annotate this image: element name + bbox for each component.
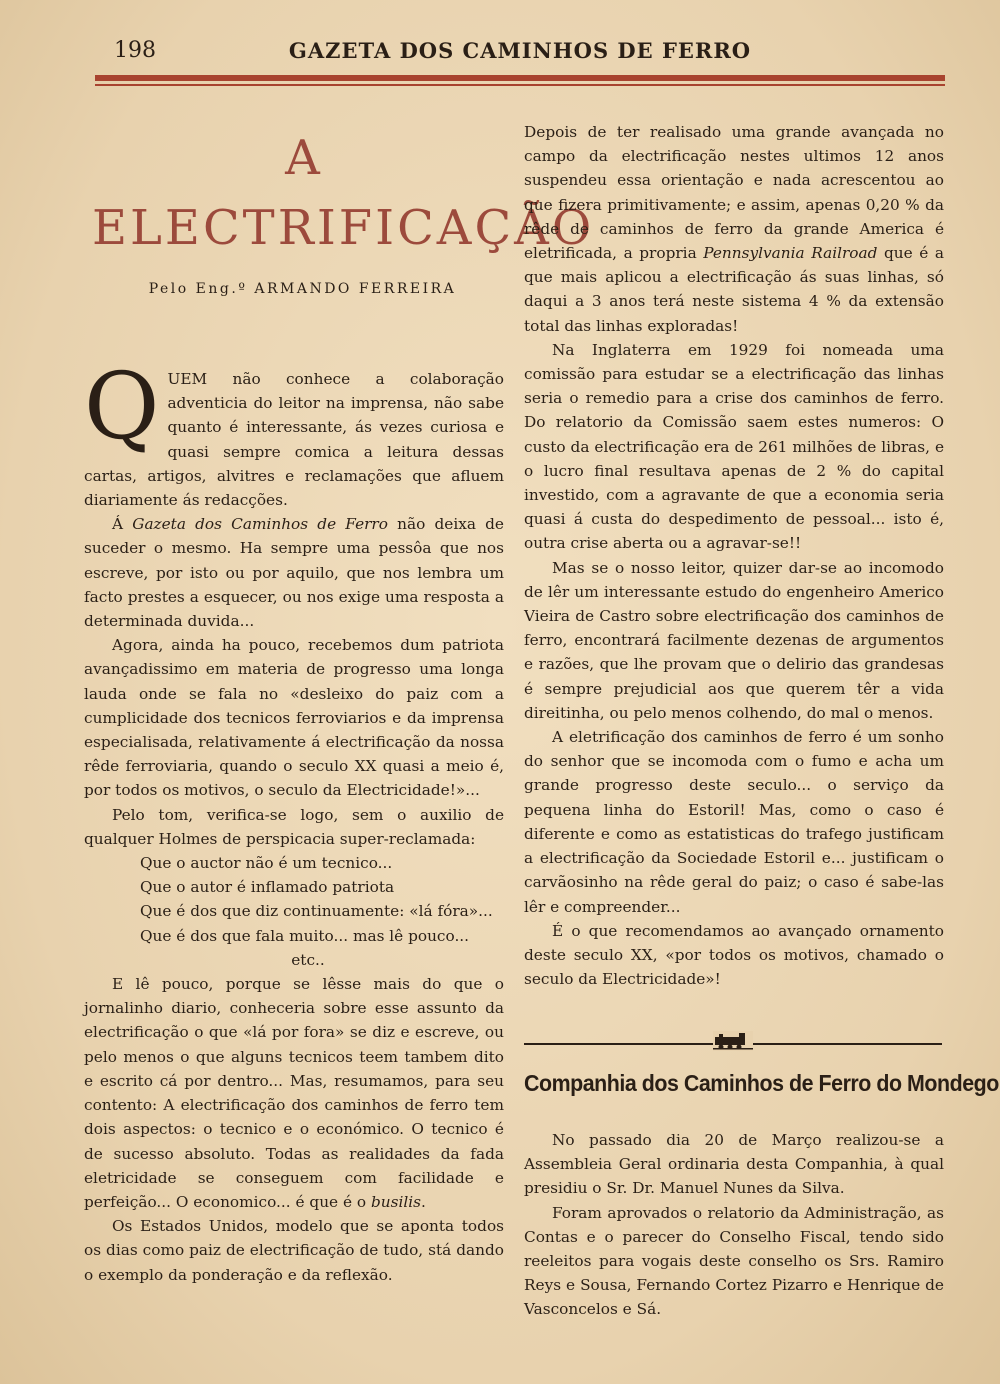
paragraph: Agora, ainda ha pouco, recebemos dum patriota avançadissimo em materia de progresso uma longa lauda onde se fala no «desleixo do paiz com a cumplicidade dos tecnicos ferroviarios e da imprensa especialisada, relativamente á electrificação da nossa rêde ferroviaria, quando o seculo XX quasi a meio é, por todos os motivos, o seculo da Electricidade!»... [84,636,504,800]
etc-line: etc.. [291,950,325,969]
article-title-line1: A [285,130,320,186]
page-number: 198 [114,38,156,63]
paragraph: Na Inglaterra em 1929 foi nomeada uma comissão para estudar se a electrificação das linhas seria o remedio para a crise dos caminhos de ferro. Do relatorio da Comissão saem estes numeros: O custo da electrificação era de 261 milhões de libras, e o lucro final resultava apenas de 2 % do capital investido, com a agravante de que a economia seria quasi á custa do despedimento de pessoal... isto é, outra crise aberta ou a agravar-se!! [524,340,944,553]
news-headline: Companhia dos Caminhos de Ferro do Mondego [524,1070,999,1096]
paragraph: E lê pouco, porque se lêsse mais do que o jornalinho diario, conheceria sobre esse assunto da electrificação o que «lá por fora» se diz e escreve, ou pelo menos o que alguns tecnicos teem tambem dito e escrito cá por dentro... Mas, resumamos, para seu contento: A electrificação dos caminhos de ferro tem dois aspectos: o tecnico e o económico. O tecnico é de sucesso absoluto. Todas as realidades da fada eletricidade se conseguem com facilidade e perfeição... O economico... é que é o busilis. [84,975,504,1211]
paragraph: No passado dia 20 de Março realizou-se a Assembleia Geral ordinaria desta Companhia, à qual presidiu o Sr. Dr. Manuel Nunes da Silva. [524,1131,944,1198]
paragraph: É o que recomendamos ao avançado ornamento deste seculo XX, «por todos os motivos, chamado o seculo da Electricidade»! [524,921,944,989]
article-column-right [524,120,944,991]
header-rule-thin [95,84,945,86]
list-item: Que o autor é inflamado patriota [140,878,395,897]
train-ornament-icon [713,1031,753,1051]
paragraph: Depois de ter realisado uma grande avançada no campo da electrificação nestes ultimos 12 anos suspendeu essa orientação e nada acrescentou ao que fizera primitivamente; e assim, apenas 0,20 % da rêde de caminhos de ferro da grande America é eletrificada, a propria Pennsylvania Railroad que é a que mais aplicou a electrificação ás suas linhas, só daqui a 3 anos terá neste sistema 4 % da extensão total das linhas exploradas! [524,123,944,335]
paragraph: Os Estados Unidos, modelo que se aponta todos os dias como paiz de electrificação de tudo, stá dando o exemplo da ponderação e da reflexão. [84,1217,504,1284]
masthead: GAZETA DOS CAMINHOS DE FERRO [288,38,752,63]
drop-cap: Q [84,353,160,460]
list-item: Que é dos que diz continuamente: «lá fóra»... [140,902,493,921]
paragraph: A eletrificação dos caminhos de ferro é um sonho do senhor que se incomoda com o fumo e acha um grande progresso deste seculo... o serviço da pequena linha do Estoril! Mas, como o caso é diferente e como as estatisticas do trafego justificam a electrificação da Sociedade Estoril e... justificam o carvãosinho na rêde geral do paiz; o caso é sabe-las lêr e compreender... [524,728,944,916]
article-title-line2: ELECTRIFICAÇÃO [92,200,595,256]
list-item: Que é dos que fala muito... mas lê pouco... [140,926,470,945]
paragraph: Á Gazeta dos Caminhos de Ferro não deixa de suceder o mesmo. Ha sempre uma pessôa que nos escreve, por isto ou por aquilo, que nos lembra um facto prestes a esquecer, ou nos exige uma resposta a determinada duvida... [84,515,504,631]
paragraph: UEM não conhece a colaboração adventicia do leitor na imprensa, não sabe quanto é interessante, ás vezes curiosa e quasi sempre comica a leitura dessas cartas, artigos, alvitres e reclamações que afluem diariamente ás redacções. [84,370,504,510]
list-item: Que o auctor não é um tecnico... [140,854,393,873]
header-rule-thick [95,75,945,81]
paragraph: Foram aprovados o relatorio da Administração, as Contas e o parecer do Conselho Fiscal, tendo sido reeleitos para vogais deste conselho os Srs. Ramiro Reys e Sousa, Fernando Cortez Pizarro e Henrique de Vasconcelos e Sá. [524,1203,944,1319]
news-body [524,1128,944,1322]
paragraph: Mas se o nosso leitor, quizer dar-se ao incomodo de lêr um interessante estudo do engenheiro Americo Vieira de Castro sobre electrificação dos caminhos de ferro, encontrará facilmente dezenas de argumentos e razões, que lhe provam que o delirio das grandesas é sempre prejudicial aos que querem têr a vida direitinha, ou pelo menos colhendo, do mal o menos. [524,558,944,722]
paragraph: Pelo tom, verifica-se logo, sem o auxilio de qualquer Holmes de perspicacia super-reclamada: [84,805,504,848]
article-column-left [84,353,504,1287]
article-byline: Pelo Eng.º ARMANDO FERREIRA [148,281,457,297]
